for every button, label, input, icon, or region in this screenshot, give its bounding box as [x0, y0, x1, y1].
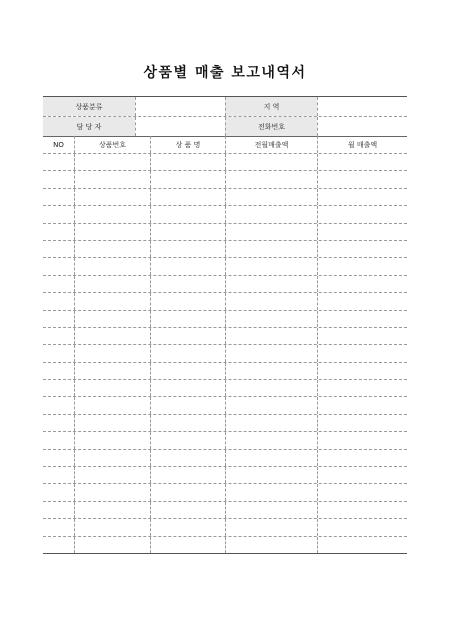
table-row	[43, 276, 407, 293]
cell-month-sales[interactable]	[317, 189, 407, 205]
cell-product-name[interactable]	[150, 380, 225, 396]
cell-no[interactable]	[43, 258, 74, 274]
cell-prev-month-sales[interactable]	[225, 415, 317, 431]
cell-no[interactable]	[43, 224, 74, 240]
cell-product-name[interactable]	[150, 519, 225, 535]
cell-product-code[interactable]	[74, 484, 150, 500]
cell-prev-month-sales[interactable]	[225, 519, 317, 535]
info-row-manager	[43, 117, 407, 137]
info-row-category	[43, 96, 407, 117]
cell-month-sales[interactable]	[317, 224, 407, 240]
cell-month-sales[interactable]	[317, 328, 407, 344]
info-form	[43, 96, 407, 137]
cell-product-code[interactable]	[74, 345, 150, 361]
cell-product-name[interactable]	[150, 432, 225, 448]
cell-month-sales[interactable]	[317, 241, 407, 257]
cell-month-sales[interactable]	[317, 154, 407, 170]
table-row	[43, 450, 407, 467]
cell-no[interactable]	[43, 206, 74, 222]
cell-prev-month-sales[interactable]	[225, 502, 317, 518]
cell-no[interactable]	[43, 311, 74, 327]
table-row	[43, 397, 407, 414]
cell-product-name[interactable]	[150, 328, 225, 344]
cell-prev-month-sales[interactable]	[225, 224, 317, 240]
cell-no[interactable]	[43, 154, 74, 170]
table-row	[43, 224, 407, 241]
table-row	[43, 484, 407, 501]
cell-no[interactable]	[43, 363, 74, 379]
cell-month-sales[interactable]	[317, 467, 407, 483]
cell-month-sales[interactable]	[317, 345, 407, 361]
header-product-name: 상 품 명	[150, 136, 225, 153]
cell-no[interactable]	[43, 276, 74, 292]
region-label: 지 역	[225, 97, 317, 116]
phone-value[interactable]	[317, 117, 407, 136]
header-product-code: 상품번호	[74, 136, 150, 153]
cell-product-code[interactable]	[74, 397, 150, 413]
cell-product-code[interactable]	[74, 241, 150, 257]
table-row	[43, 328, 407, 345]
cell-product-name[interactable]	[150, 397, 225, 413]
cell-product-code[interactable]	[74, 189, 150, 205]
table-row	[43, 537, 407, 554]
cell-product-code[interactable]	[74, 467, 150, 483]
cell-prev-month-sales[interactable]	[225, 363, 317, 379]
cell-product-name[interactable]	[150, 502, 225, 518]
manager-value[interactable]	[135, 117, 225, 136]
table-row	[43, 311, 407, 328]
document-title: 상품별 매출 보고내역서	[143, 65, 307, 81]
cell-month-sales[interactable]	[317, 258, 407, 274]
cell-product-code[interactable]	[74, 224, 150, 240]
cell-product-name[interactable]	[150, 189, 225, 205]
cell-no[interactable]	[43, 397, 74, 413]
cell-product-code[interactable]	[74, 502, 150, 518]
cell-product-code[interactable]	[74, 450, 150, 466]
category-label: 상품분류	[43, 97, 135, 116]
cell-month-sales[interactable]	[317, 206, 407, 222]
cell-product-code[interactable]	[74, 328, 150, 344]
table-row	[43, 502, 407, 519]
region-value[interactable]	[317, 97, 407, 116]
cell-product-name[interactable]	[150, 311, 225, 327]
header-month-sales: 월 매출액	[317, 136, 407, 153]
cell-month-sales[interactable]	[317, 380, 407, 396]
cell-month-sales[interactable]	[317, 537, 407, 553]
table-row	[43, 519, 407, 536]
cell-month-sales[interactable]	[317, 363, 407, 379]
cell-no[interactable]	[43, 484, 74, 500]
cell-month-sales[interactable]	[317, 415, 407, 431]
sales-table	[43, 136, 407, 554]
cell-no[interactable]	[43, 380, 74, 396]
cell-product-name[interactable]	[150, 154, 225, 170]
cell-month-sales[interactable]	[317, 311, 407, 327]
table-row	[43, 415, 407, 432]
cell-no[interactable]	[43, 502, 74, 518]
table-header-row	[43, 136, 407, 154]
cell-prev-month-sales[interactable]	[225, 467, 317, 483]
table-row	[43, 363, 407, 380]
table-row	[43, 154, 407, 171]
cell-no[interactable]	[43, 519, 74, 535]
cell-product-code[interactable]	[74, 206, 150, 222]
cell-product-name[interactable]	[150, 484, 225, 500]
table-row	[43, 241, 407, 258]
category-value[interactable]	[135, 97, 225, 116]
header-prev-month-sales: 전월매출액	[225, 136, 317, 153]
cell-prev-month-sales[interactable]	[225, 206, 317, 222]
cell-product-name[interactable]	[150, 258, 225, 274]
cell-no[interactable]	[43, 415, 74, 431]
table-row	[43, 380, 407, 397]
cell-prev-month-sales[interactable]	[225, 345, 317, 361]
cell-month-sales[interactable]	[317, 519, 407, 535]
table-row	[43, 171, 407, 188]
cell-product-code[interactable]	[74, 380, 150, 396]
cell-product-code[interactable]	[74, 258, 150, 274]
cell-product-name[interactable]	[150, 206, 225, 222]
cell-prev-month-sales[interactable]	[225, 311, 317, 327]
cell-product-code[interactable]	[74, 276, 150, 292]
cell-product-name[interactable]	[150, 537, 225, 553]
cell-prev-month-sales[interactable]	[225, 276, 317, 292]
cell-product-name[interactable]	[150, 450, 225, 466]
phone-label: 전화번호	[225, 117, 317, 136]
cell-prev-month-sales[interactable]	[225, 537, 317, 553]
cell-prev-month-sales[interactable]	[225, 241, 317, 257]
cell-month-sales[interactable]	[317, 171, 407, 187]
cell-month-sales[interactable]	[317, 293, 407, 309]
cell-no[interactable]	[43, 450, 74, 466]
cell-product-code[interactable]	[74, 432, 150, 448]
cell-no[interactable]	[43, 345, 74, 361]
table-row	[43, 432, 407, 449]
cell-month-sales[interactable]	[317, 484, 407, 500]
cell-product-name[interactable]	[150, 276, 225, 292]
cell-no[interactable]	[43, 293, 74, 309]
cell-product-code[interactable]	[74, 311, 150, 327]
cell-month-sales[interactable]	[317, 397, 407, 413]
cell-product-name[interactable]	[150, 415, 225, 431]
table-row	[43, 293, 407, 310]
manager-label: 담 당 자	[43, 117, 135, 136]
cell-product-code[interactable]	[74, 154, 150, 170]
cell-product-name[interactable]	[150, 467, 225, 483]
cell-no[interactable]	[43, 467, 74, 483]
header-no: NO	[53, 140, 64, 149]
cell-no[interactable]	[43, 241, 74, 257]
cell-prev-month-sales[interactable]	[225, 450, 317, 466]
cell-month-sales[interactable]	[317, 450, 407, 466]
cell-prev-month-sales[interactable]	[225, 380, 317, 396]
cell-product-name[interactable]	[150, 241, 225, 257]
cell-prev-month-sales[interactable]	[225, 397, 317, 413]
table-body	[43, 154, 407, 554]
cell-product-code[interactable]	[74, 415, 150, 431]
cell-prev-month-sales[interactable]	[225, 484, 317, 500]
cell-product-code[interactable]	[74, 293, 150, 309]
cell-product-name[interactable]	[150, 171, 225, 187]
table-row	[43, 206, 407, 223]
cell-product-code[interactable]	[74, 537, 150, 553]
table-row	[43, 189, 407, 206]
cell-product-name[interactable]	[150, 293, 225, 309]
cell-prev-month-sales[interactable]	[225, 328, 317, 344]
cell-no[interactable]	[43, 537, 74, 553]
cell-product-code[interactable]	[74, 519, 150, 535]
cell-prev-month-sales[interactable]	[225, 171, 317, 187]
cell-product-name[interactable]	[150, 363, 225, 379]
cell-product-name[interactable]	[150, 224, 225, 240]
cell-prev-month-sales[interactable]	[225, 258, 317, 274]
cell-product-name[interactable]	[150, 345, 225, 361]
table-row	[43, 345, 407, 362]
cell-month-sales[interactable]	[317, 502, 407, 518]
table-row	[43, 258, 407, 275]
cell-prev-month-sales[interactable]	[225, 432, 317, 448]
cell-no[interactable]	[43, 171, 74, 187]
cell-prev-month-sales[interactable]	[225, 154, 317, 170]
cell-product-code[interactable]	[74, 171, 150, 187]
cell-no[interactable]	[43, 328, 74, 344]
cell-prev-month-sales[interactable]	[225, 189, 317, 205]
cell-prev-month-sales[interactable]	[225, 293, 317, 309]
cell-no[interactable]	[43, 432, 74, 448]
cell-no[interactable]	[43, 189, 74, 205]
table-row	[43, 467, 407, 484]
cell-product-code[interactable]	[74, 363, 150, 379]
cell-month-sales[interactable]	[317, 432, 407, 448]
cell-month-sales[interactable]	[317, 276, 407, 292]
